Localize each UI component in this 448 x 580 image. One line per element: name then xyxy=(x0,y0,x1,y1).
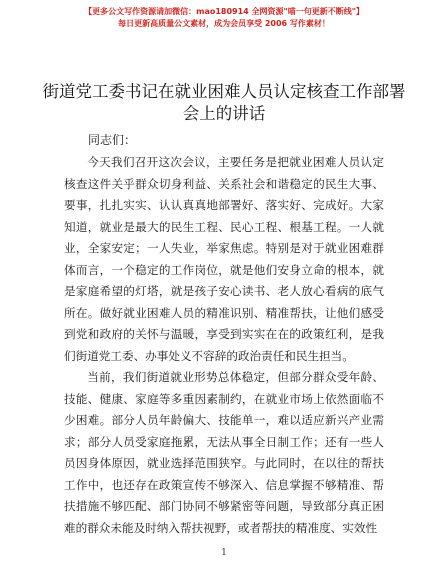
promo-line-1: 【更多公文写作资源请加微信：mao180914 全网资源"喵一句更新不断线"】 xyxy=(84,7,364,16)
salutation: 同志们： xyxy=(88,133,137,147)
body-paragraph-2: 当前，我们街道就业形势总体稳定，但部分群众受年龄、技能、健康、家庭等多重因素制约，在就业市场上依然面临不少困难。部分人员年龄偏大、技能单一，难以适应新兴产业需求；部分人员受家庭拖累，无法从事全日制工作；还有一些人员因身体原因，就业选择范围狭窄。与此同时，在以往的帮扶工作中，也还存在政策宣传不够深入、信息掌握不够精准、帮扶措施不够匹配、部门协同不够紧密等问题，导致部分真正困难的群众未能及时纳入帮扶视野，或者帮扶的精准度、实效性 xyxy=(64,370,384,535)
document-title: 街道党工委书记在就业困难人员认定核查工作部署会上的讲话 xyxy=(42,82,406,123)
body-paragraph-1: 今天我们召开这次会议，主要任务是把就业困难人员认定核查这件关乎群众切身利益、关系社会和谐稳定的民生大事、要事，扎扎实实、认认真真地部署好、落实好、完成好。大家知道，就业是最大的民生工程、民心工程、根基工程。一人就业，全家安定；一人失业，举家焦虑。特别是对于就业困难群体而言，一个稳定的工作岗位，就是他们安身立命的根本，就是家庭希望的灯塔，就是孩子安心读书、老人放心看病的底气所在。做好就业困难人员的精准识别、精准帮扶，让他们感受到党和政府的关怀与温暖，享受到实实在在的政策红利，是我们街道党工委、办事处义不容辞的政治责任和民生担当。 xyxy=(64,155,384,363)
promo-banner xyxy=(0,6,448,30)
promo-line-2: 每日更新高质量公文素材，成为会员享受 2006 写作素材！ xyxy=(118,19,330,28)
page-number: 1 xyxy=(221,548,227,558)
